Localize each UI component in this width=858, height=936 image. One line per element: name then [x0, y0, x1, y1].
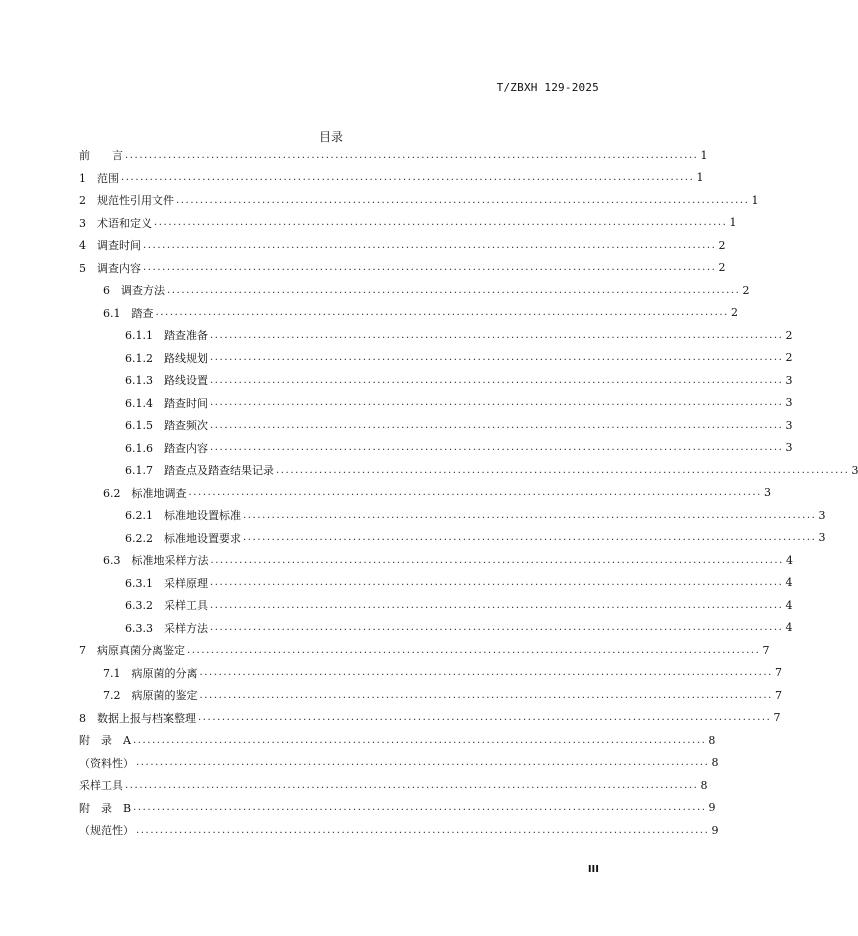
toc-entry-label: 6.2.1 标准地设置标准 — [125, 509, 241, 523]
toc-leader-dots: ........................................................................................................................ — [210, 599, 784, 611]
toc-entry[interactable] — [79, 482, 771, 505]
toc-entry-label: 6.1.6 踏查内容 — [125, 441, 208, 455]
toc-leader-dots: ........................................................................................................................ — [210, 329, 784, 341]
toc-leader-dots: ........................................................................................................................ — [210, 577, 784, 589]
toc-entry-label: 6 调查方法 — [103, 284, 165, 298]
toc-leader-dots: ........................................................................................................................ — [199, 667, 773, 679]
toc-leader-dots: ........................................................................................................................ — [125, 149, 699, 161]
toc-entry[interactable] — [79, 729, 716, 752]
toc-entry-page: 3 — [785, 373, 793, 387]
toc-entry-page: 4 — [785, 598, 793, 612]
toc-entry[interactable] — [79, 459, 858, 482]
toc-leader-dots: ........................................................................................................................ — [210, 352, 784, 364]
toc-entry-label: 6.1.1 踏查准备 — [125, 329, 208, 343]
toc-entry-page: 7 — [774, 666, 782, 680]
toc-entry[interactable] — [79, 144, 708, 167]
toc-entry[interactable] — [79, 572, 793, 595]
toc-entry-label: 3 术语和定义 — [79, 216, 152, 230]
toc-entry-label: 6.1.2 路线规划 — [125, 351, 208, 365]
toc-entry-label: 附 录 B — [79, 801, 132, 815]
toc-entry[interactable] — [79, 324, 793, 347]
toc-entry-label: 1 范围 — [79, 171, 119, 185]
toc-entry[interactable] — [79, 369, 793, 392]
toc-entry-page: 4 — [785, 576, 793, 590]
toc-entry-label: 2 规范性引用文件 — [79, 194, 174, 208]
toc-entry-label: 7 病原真菌分离鉴定 — [79, 644, 185, 658]
toc-entry-label: 7.2 病原菌的鉴定 — [103, 689, 198, 703]
toc-leader-dots: ........................................................................................................................ — [155, 307, 729, 319]
toc-entry-label: 6.1 踏查 — [103, 306, 154, 320]
toc-entry[interactable] — [79, 167, 704, 190]
toc-leader-dots: ........................................................................................................................ — [210, 419, 784, 431]
toc-leader-dots: ........................................................................................................................ — [210, 397, 784, 409]
toc-entry-page: 7 — [773, 711, 781, 725]
toc-entry-page: 3 — [851, 463, 858, 477]
toc-entry[interactable] — [79, 594, 793, 617]
toc-leader-dots: ........................................................................................................................ — [133, 802, 707, 814]
toc-entry-label: 采样工具 — [79, 779, 123, 793]
toc-entry-label: 前 言 — [79, 149, 123, 163]
toc-entry[interactable] — [79, 189, 759, 212]
toc-leader-dots: ........................................................................................................................ — [243, 509, 817, 521]
toc-entry-page: 8 — [700, 778, 708, 792]
toc-entry-label: 8 数据上报与档案整理 — [79, 711, 196, 725]
toc-entry[interactable] — [79, 527, 826, 550]
toc-leader-dots: ........................................................................................................................ — [136, 757, 710, 769]
toc-entry[interactable] — [79, 279, 750, 302]
toc-entry-page: 1 — [729, 216, 737, 230]
toc-entry-label: 6.2 标准地调查 — [103, 486, 187, 500]
toc-leader-dots: ........................................................................................................................ — [136, 824, 710, 836]
toc-entry-label: 6.3.2 采样工具 — [125, 599, 208, 613]
toc-entry-page: 9 — [708, 801, 716, 815]
toc-entry[interactable] — [79, 819, 719, 842]
toc-entry-label: （资料性） — [79, 756, 134, 770]
toc-leader-dots: ........................................................................................................................ — [199, 689, 773, 701]
toc-entry-page: 8 — [708, 733, 716, 747]
toc-leader-dots: ........................................................................................................................ — [167, 284, 741, 296]
toc-leader-dots: ........................................................................................................................ — [187, 644, 761, 656]
toc-entry-page: 7 — [762, 643, 770, 657]
toc-entry-page: 7 — [774, 688, 782, 702]
toc-leader-dots: ........................................................................................................................ — [188, 487, 762, 499]
toc-entry[interactable] — [79, 617, 793, 640]
toc-leader-dots: ........................................................................................................................ — [121, 172, 695, 184]
toc-entry-label: 4 调查时间 — [79, 239, 141, 253]
toc-leader-dots: ........................................................................................................................ — [243, 532, 817, 544]
toc-entry-label: 6.1.7 踏查点及踏查结果记录 — [125, 464, 274, 478]
toc-entry-page: 2 — [785, 328, 793, 342]
toc-entry[interactable] — [79, 392, 793, 415]
toc-entry[interactable] — [79, 504, 826, 527]
toc-entry-label: 6.3.1 采样原理 — [125, 576, 208, 590]
toc-entry-page: 2 — [730, 306, 738, 320]
toc-entry[interactable] — [79, 662, 782, 685]
toc-entry[interactable] — [79, 212, 737, 235]
toc-entry-label: 6.1.4 踏查时间 — [125, 396, 208, 410]
toc-entry-page: 3 — [818, 531, 826, 545]
toc-entry-page: 9 — [711, 823, 719, 837]
toc-entry[interactable] — [79, 414, 793, 437]
toc-entry[interactable] — [79, 639, 770, 662]
toc-entry-page: 4 — [785, 553, 793, 567]
toc-leader-dots: ........................................................................................................................ — [210, 554, 784, 566]
toc-leader-dots: ........................................................................................................................ — [198, 712, 772, 724]
toc-entry-label: 6.3 标准地采样方法 — [103, 554, 209, 568]
toc-entry-page: 1 — [751, 193, 759, 207]
toc-leader-dots: ........................................................................................................................ — [143, 262, 717, 274]
toc-leader-dots: ........................................................................................................................ — [210, 442, 784, 454]
toc-entry[interactable] — [79, 549, 793, 572]
toc-entry-label: 附 录 A — [79, 734, 131, 748]
toc-entry[interactable] — [79, 774, 708, 797]
toc-entry-label: 6.1.5 踏查频次 — [125, 419, 208, 433]
table-of-contents — [79, 144, 858, 842]
toc-entry[interactable] — [79, 752, 719, 775]
toc-leader-dots: ........................................................................................................................ — [143, 239, 717, 251]
toc-entry-page: 8 — [711, 756, 719, 770]
toc-entry-label: 6.1.3 路线设置 — [125, 374, 208, 388]
toc-entry-label: 7.1 病原菌的分离 — [103, 666, 198, 680]
toc-entry-page: 4 — [785, 621, 793, 635]
toc-entry[interactable] — [79, 347, 793, 370]
toc-entry-page: 2 — [742, 283, 750, 297]
toc-entry-page: 3 — [785, 418, 793, 432]
toc-entry[interactable] — [79, 302, 738, 325]
toc-entry-label: 6.2.2 标准地设置要求 — [125, 531, 241, 545]
toc-entry-page: 1 — [696, 171, 704, 185]
toc-entry-page: 3 — [785, 441, 793, 455]
toc-entry[interactable] — [79, 707, 781, 730]
toc-entry[interactable] — [79, 257, 726, 280]
toc-entry-page: 2 — [718, 238, 726, 252]
toc-entry-label: （规范性） — [79, 824, 134, 838]
toc-entry[interactable] — [79, 797, 716, 820]
toc-entry-label: 6.3.3 采样方法 — [125, 621, 208, 635]
toc-leader-dots: ........................................................................................................................ — [276, 464, 850, 476]
toc-leader-dots: ........................................................................................................................ — [210, 374, 784, 386]
toc-leader-dots: ........................................................................................................................ — [154, 217, 728, 229]
toc-entry[interactable] — [79, 684, 782, 707]
toc-entry-page: 3 — [818, 508, 826, 522]
toc-entry-page: 1 — [700, 148, 708, 162]
toc-entry[interactable] — [79, 234, 726, 257]
toc-entry-page: 2 — [718, 261, 726, 275]
toc-entry[interactable] — [79, 437, 793, 460]
toc-entry-page: 3 — [763, 486, 771, 500]
toc-entry-page: 2 — [785, 351, 793, 365]
document-code: T/ZBXH 129-2025 — [496, 81, 599, 94]
toc-leader-dots: ........................................................................................................................ — [210, 622, 784, 634]
page-number: III — [587, 864, 599, 875]
toc-entry-page: 3 — [785, 396, 793, 410]
toc-leader-dots: ........................................................................................................................ — [132, 734, 707, 746]
toc-leader-dots: ........................................................................................................................ — [125, 779, 699, 791]
toc-leader-dots: ........................................................................................................................ — [176, 194, 750, 206]
toc-title: 目录 — [318, 130, 343, 144]
toc-entry-label: 5 调查内容 — [79, 261, 141, 275]
